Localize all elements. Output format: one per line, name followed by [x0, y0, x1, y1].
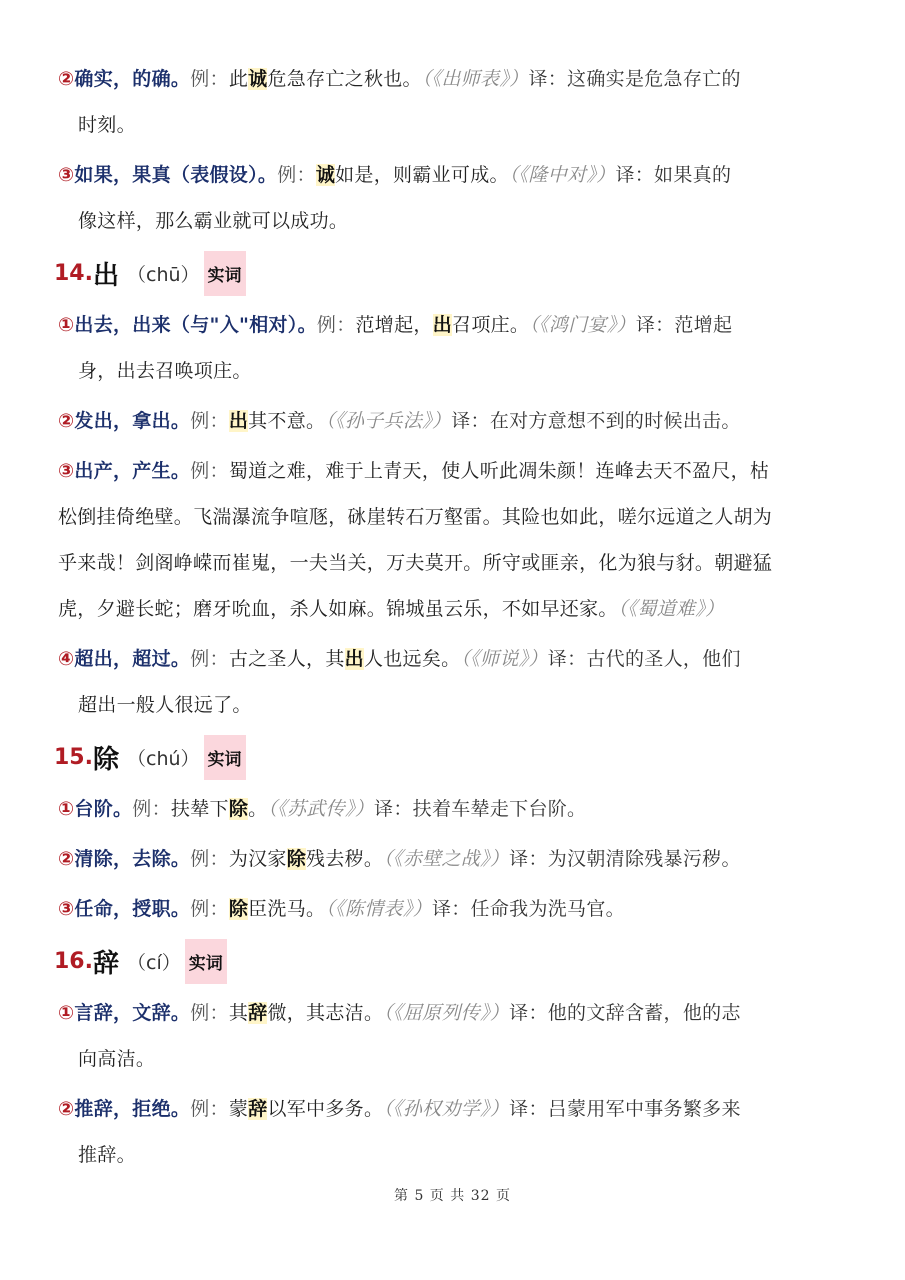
- keyword-highlight: 出: [432, 314, 453, 336]
- entry-14-2: ②发出，拿出。例：出其不意。（《孙子兵法》）译：在对方意想不到的时候出击。: [58, 410, 741, 432]
- source-citation: （《赤壁之战》）: [383, 848, 510, 870]
- entry-15-2: ②清除，去除。例：为汉家除残去秽。（《赤壁之战》）译：为汉朝清除残暴污秽。: [58, 848, 741, 870]
- source-citation: （《苏武传》）: [267, 798, 375, 820]
- source-citation: （《陈情表》）: [325, 898, 432, 920]
- keyword-highlight: 辞: [248, 1002, 268, 1024]
- document-page: [54, 56, 848, 1182]
- keyword-highlight: 除: [286, 848, 307, 870]
- entry-16-2: ②推辞，拒绝。例：蒙辞以军中多务。（《孙权劝学》）译：吕蒙用军中事务繁多来 推辞。: [58, 1098, 741, 1166]
- keyword-highlight: 除: [228, 798, 249, 820]
- section-heading-15: 15. 除 （chú） 实词: [54, 732, 848, 782]
- section-heading-14: 14. 出 （chū） 实词: [54, 248, 848, 298]
- entry-15-3: ③任命，授职。例：除臣洗马。（《陈情表》）译：任命我为洗马官。: [58, 898, 625, 920]
- pinyin: （cí）: [127, 951, 181, 974]
- entry-13-2: ②确实，的确。例：此诚危急存亡之秋也。（《出师表》）译：这确实是危急存亡的 时刻。: [58, 68, 741, 136]
- headword: 出: [92, 260, 119, 291]
- page-number-footer: 第 5 页 共 32 页: [394, 1188, 511, 1204]
- keyword-highlight: 出: [228, 410, 249, 432]
- source-citation: （《孙子兵法》）: [325, 410, 452, 432]
- source-citation: （《鸿门宴》）: [529, 314, 636, 336]
- headword: 除: [92, 744, 119, 775]
- source-citation: （《蜀道难》）: [617, 598, 725, 620]
- entry-15-1: ①台阶。例：扶辇下除。（《苏武传》）译：扶着车辇走下台阶。: [58, 798, 587, 820]
- entry-13-3: ③如果，果真（表假设）。例：诚如是，则霸业可成。（《隆中对》）译：如果真的 像这样，那么霸业就可以成功。: [58, 164, 732, 232]
- section-heading-16: 16. 辞 （cí） 实词: [54, 936, 848, 986]
- word-type-tag: 实词: [204, 735, 246, 780]
- entry-14-3: ③出产，产生。例：蜀道之难，难于上青天，使人听此凋朱颜！连峰去天不盈尺，枯 松倒挂倚绝壁。飞湍瀑流争喧豗，砯崖转石万壑雷。其险也如此，嗟尔远道之人胡为 乎来哉！剑阁峥嵘而崔嵬，一夫当关，万夫莫开。所守或匪亲，化为狼与豺。朝避猛 虎，夕避长蛇；磨牙吮血，杀人如麻。锦城虽云乐，不如早还家。（《蜀道难》）: [58, 460, 773, 620]
- source-citation: （《师说》）: [460, 648, 548, 670]
- source-citation: （《隆中对》）: [508, 164, 616, 186]
- entry-14-4: ④超出，超过。例：古之圣人，其出人也远矣。（《师说》）译：古代的圣人，他们 超出一般人很远了。: [58, 648, 741, 716]
- word-type-tag: 实词: [204, 251, 246, 296]
- source-citation: （《出师表》）: [421, 68, 529, 90]
- keyword-highlight: 辞: [248, 1098, 268, 1120]
- entry-14-1: ①出去，出来（与"入"相对）。例：范增起，出召项庄。（《鸿门宴》）译：范增起 身，出去召唤项庄。: [58, 314, 733, 382]
- pinyin: （chū）: [127, 263, 200, 286]
- keyword-highlight: 诚: [248, 68, 268, 90]
- keyword-highlight: 诚: [315, 164, 336, 186]
- pinyin: （chú）: [127, 747, 200, 770]
- headword: 辞: [92, 948, 119, 979]
- keyword-highlight: 除: [228, 898, 249, 920]
- entry-16-1: ①言辞，文辞。例：其辞微，其志洁。（《屈原列传》）译：他的文辞含蓄，他的志 向高洁。: [58, 1002, 741, 1070]
- source-citation: （《孙权劝学》）: [383, 1098, 510, 1120]
- keyword-highlight: 出: [344, 648, 364, 670]
- source-citation: （《屈原列传》）: [383, 1002, 510, 1024]
- word-type-tag: 实词: [185, 939, 227, 984]
